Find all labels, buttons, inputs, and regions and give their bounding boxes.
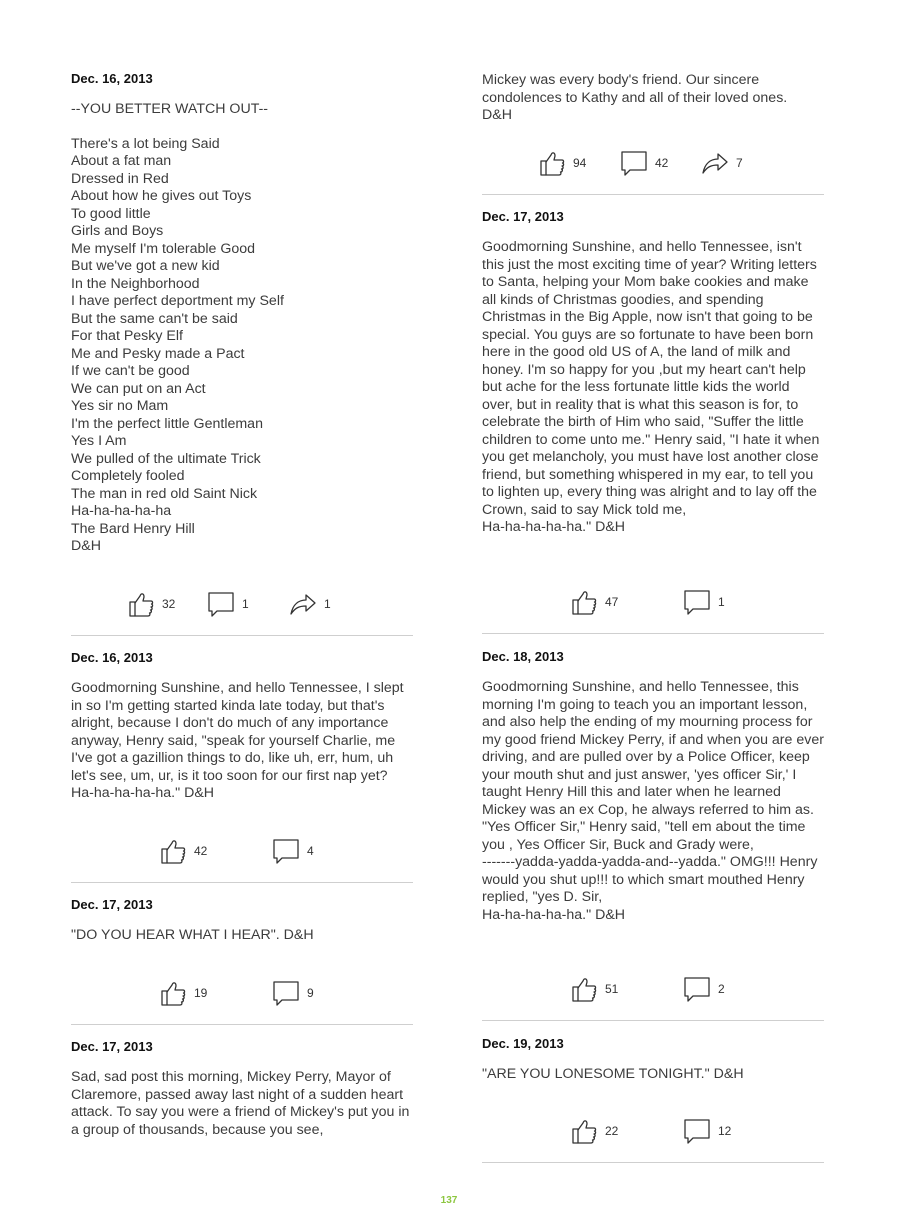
post-title: --YOU BETTER WATCH OUT-- xyxy=(71,101,269,117)
speech-bubble-icon xyxy=(206,589,236,619)
comment-button[interactable] xyxy=(682,1116,731,1146)
post-actions xyxy=(71,978,413,1008)
comment-button[interactable] xyxy=(271,836,314,866)
like-count: 19 xyxy=(194,986,208,1000)
thumbs-up-icon xyxy=(537,148,567,178)
thumbs-up-icon xyxy=(569,974,599,1004)
post-date: Dec. 18, 2013 xyxy=(482,649,564,664)
thumbs-up-icon xyxy=(569,1116,599,1146)
post-lonesome-tonight xyxy=(482,1036,824,1084)
post-text: Sad, sad post this morning, Mickey Perry, Mayor of Claremore, passed away last night of a sudden heart attack. To say you were a friend of Mickey's put you in a group of thousands, because you see, xyxy=(71,1069,410,1138)
post-actions xyxy=(71,836,413,866)
post-actions xyxy=(482,974,824,1004)
like-button[interactable] xyxy=(126,589,175,619)
post-mickey-perry xyxy=(71,1039,413,1139)
divider xyxy=(482,633,824,634)
post-big-apple xyxy=(482,209,824,537)
divider xyxy=(482,194,824,195)
share-button[interactable] xyxy=(700,148,743,178)
post-speak-for-yourself xyxy=(71,650,413,803)
post-you-better-watch-out xyxy=(71,71,413,556)
divider xyxy=(71,882,413,883)
divider xyxy=(482,1020,824,1021)
comment-count: 9 xyxy=(307,986,314,1000)
comment-count: 1 xyxy=(242,597,249,611)
comment-button[interactable] xyxy=(682,587,725,617)
share-count: 1 xyxy=(324,597,331,611)
post-text: Goodmorning Sunshine, and hello Tennessee, isn't this just the most exciting time of year? Writing letters to Santa, helping your Mom bake cookies and make all kinds of Christmas goodies, and spending Christmas in the Big Apple, now isn't that going to be special. You guys are so fortunate to have been born here in the good old US of A, the land of milk and honey. I'm so happy for you ,but my heart can't help but ache for the less fortunate little kids the world over, but in reality that is what this season is for, to celebrate the birth of Him who said, "Suffer the little children to come unto me." Henry said, "I hate it when you get melancholy, you must have lost another close friend, but something whispered in my ear, to tell you to lighten up, every thing was alright and to lay off the Crown, said to say Mick told me, Ha-ha-ha-ha-ha." D&H xyxy=(482,239,820,535)
post-actions xyxy=(482,587,824,617)
like-count: 42 xyxy=(194,844,208,858)
like-count: 32 xyxy=(162,597,176,611)
share-count: 7 xyxy=(736,156,743,170)
speech-bubble-icon xyxy=(682,974,712,1004)
speech-bubble-icon xyxy=(271,978,301,1008)
post-text-continued: Mickey was every body's friend. Our sincere condolences to Kathy and all of their loved ones. D&H xyxy=(482,72,788,123)
like-button[interactable] xyxy=(158,978,207,1008)
like-count: 22 xyxy=(605,1124,619,1138)
comment-count: 12 xyxy=(718,1124,732,1138)
thumbs-up-icon xyxy=(158,978,188,1008)
post-date: Dec. 17, 2013 xyxy=(71,1039,153,1054)
post-actions xyxy=(71,589,413,619)
post-text: Goodmorning Sunshine, and hello Tennessee, I slept in so I'm getting started kinda late today, but that's alright, because I don't do much of any importance anyway, Henry said, "speak for yourself Charlie, me I've got a gazillion things to do, like uh, err, hum, uh let's see, um, ur, is it too soon for our first nap yet? Ha-ha-ha-ha-ha." D&H xyxy=(71,680,404,801)
like-button[interactable] xyxy=(569,587,618,617)
post-yes-officer-sir xyxy=(482,649,824,924)
share-arrow-icon xyxy=(700,148,730,178)
share-button[interactable] xyxy=(288,589,331,619)
like-button[interactable] xyxy=(569,974,618,1004)
divider xyxy=(482,1162,824,1163)
like-count: 94 xyxy=(573,156,587,170)
like-button[interactable] xyxy=(158,836,207,866)
post-date: Dec. 16, 2013 xyxy=(71,650,153,665)
page-number: 137 xyxy=(440,1195,458,1206)
post-date: Dec. 16, 2013 xyxy=(71,71,153,86)
thumbs-up-icon xyxy=(158,836,188,866)
comment-count: 42 xyxy=(655,156,669,170)
like-button[interactable] xyxy=(537,148,586,178)
post-text: There's a lot being Said About a fat man Dressed in Red About how he gives out Toys To good little Girls and Boys Me myself I'm tolerable Good But we've got a new kid In the Neighborhood I have perfect deportment my Self But the same can't be said For that Pesky Elf Me and Pesky made a Pact If we can't be good We can put on an Act Yes sir no Mam I'm the perfect little Gentleman Yes I Am We pulled of the ultimate Trick Completely fooled The man in red old Saint Nick Ha-ha-ha-ha-ha The Bard Henry Hill D&H xyxy=(71,135,284,554)
post-do-you-hear xyxy=(71,897,413,945)
thumbs-up-icon xyxy=(569,587,599,617)
post-date: Dec. 19, 2013 xyxy=(482,1036,564,1051)
speech-bubble-icon xyxy=(271,836,301,866)
share-arrow-icon xyxy=(288,589,318,619)
comment-button[interactable] xyxy=(206,589,249,619)
divider xyxy=(71,635,413,636)
like-count: 47 xyxy=(605,595,619,609)
comment-button[interactable] xyxy=(271,978,314,1008)
comment-count: 4 xyxy=(307,844,314,858)
post-date: Dec. 17, 2013 xyxy=(71,897,153,912)
like-count: 51 xyxy=(605,982,619,996)
speech-bubble-icon xyxy=(682,587,712,617)
post-actions xyxy=(482,1116,824,1146)
comment-count: 1 xyxy=(718,595,725,609)
comment-button[interactable] xyxy=(682,974,725,1004)
post-text: "DO YOU HEAR WHAT I HEAR". D&H xyxy=(71,927,314,943)
divider xyxy=(71,1024,413,1025)
speech-bubble-icon xyxy=(619,148,649,178)
post-text: "ARE YOU LONESOME TONIGHT." D&H xyxy=(482,1066,744,1082)
like-button[interactable] xyxy=(569,1116,618,1146)
comment-button[interactable] xyxy=(619,148,668,178)
comment-count: 2 xyxy=(718,982,725,996)
post-text: Goodmorning Sunshine, and hello Tennessee, this morning I'm going to teach you an important lesson, and also help the ending of my mourning process for my good friend Mickey Perry, if and when you are ever driving, and are pulled over by a Police Officer, keep your mouth shut and just answer, 'yes officer Sir,' I taught Henry Hill this and later when he learned Mickey was an ex Cop, he always referred to him as. "Yes Officer Sir," Henry said, "tell em about the time you , Yes Officer Sir, Buck and Grady were, -------yadda-yadda-yadda-and--yadda." OMG!!! Henry would you shut up!!! to which smart mouthed Henry replied, "yes D. Sir, Ha-ha-ha-ha-ha." D&H xyxy=(482,679,824,923)
thumbs-up-icon xyxy=(126,589,156,619)
post-actions xyxy=(482,148,824,178)
post-mickey-perry-continued xyxy=(482,72,824,125)
speech-bubble-icon xyxy=(682,1116,712,1146)
post-date: Dec. 17, 2013 xyxy=(482,209,564,224)
